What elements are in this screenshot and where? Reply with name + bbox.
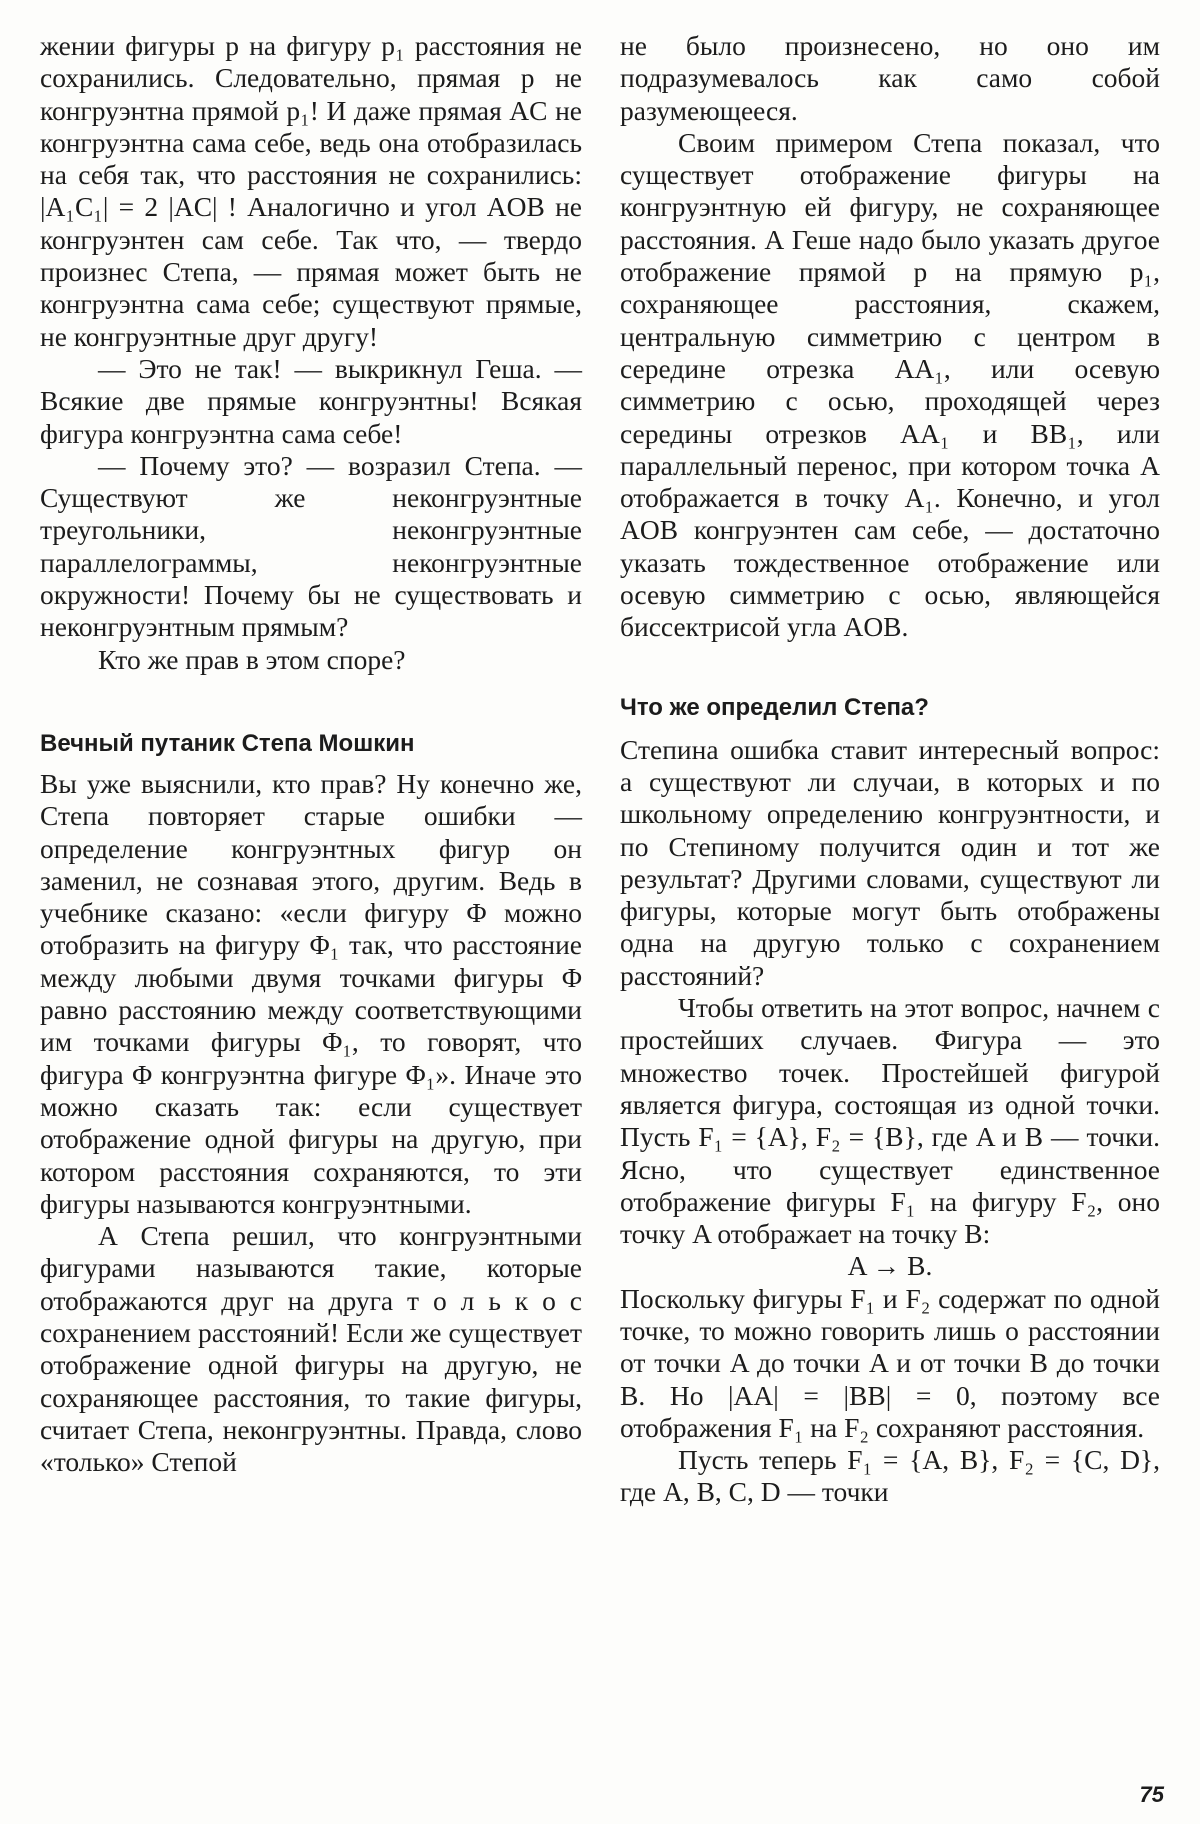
paragraph: Чтобы ответить на этот вопрос, начнем с простейших случаев. Фигура — это множество точек. Простейшей фигурой является фигура, состоящая из одной точки. Пусть F₁ = {A}, F₂ = {B}, где A и B — точки. Ясно, что существует единственное отображение фигуры F₁ на фигуру F₂, оно точку A отображает на точку B: — [620, 992, 1160, 1250]
paragraph: — Почему это? — возразил Степа. — Существуют же неконгруэнтные треугольники, неконгруэнтные параллелограммы, неконгруэнтные окружности! Почему бы не существовать и неконгруэнтным прямым? — [40, 449, 582, 643]
section-heading: Вечный путаник Степа Мошкин — [40, 729, 415, 757]
paragraph: Кто же прав в этом споре? — [98, 643, 406, 675]
formula: A → B. — [847, 1250, 933, 1282]
paragraph: Вы уже выяснили, кто прав? Ну конечно же, Степа повторяет старые ошибки — определение конгруэнтных фигур он заменил, не сознавая этого, другим. Ведь в учебнике сказано: «если фигуру Φ можно отобразить на фигуру Φ₁ так, что расстояние между любыми двумя точками фигуры Φ равно расстоянию между соответствующими им точками фигуры Φ₁, то говорят, что фигура Φ конгруэнтна фигуре Φ₁». Иначе это можно сказать так: если существует отображение одной фигуры на другую, при котором расстояния сохраняются, то эти фигуры называются конгруэнтными. — [40, 767, 582, 1219]
page-number: 75 — [1139, 1782, 1164, 1807]
paragraph: Своим примером Степа показал, что существует отображение фигуры на конгруэнтную ей фигуру, не сохраняющее расстояния. А Геше надо было указать другое отображение прямой p на прямую p₁, сохраняющее расстояния, скажем, центральную симметрию с центром в середине отрезка AA₁, или осевую симметрию с осью, проходящей через середины отрезков AA₁ и BB₁, или параллельный перенос, при котором точка A отображается в точку A₁. Конечно, и угол AOB конгруэнтен сам себе, — достаточно указать тождественное отображение или осевую симметрию с осью, являющейся биссектрисой угла AOB. — [620, 126, 1160, 643]
paragraph: Степина ошибка ставит интересный вопрос: а существуют ли случаи, в которых и по школьному определению конгруэнтности, и по Степиному получится один и тот же результат? Другими словами, существуют ли фигуры, которые могут быть отображены одна на другую только с сохранением расстояний? — [620, 733, 1160, 991]
right-column — [620, 30, 1160, 1509]
paragraph: не было произнесено, но оно им подразумевалось как само собой разумеющееся. — [620, 30, 1160, 126]
paragraph: — Это не так! — выкрикнул Геша. — Всякие две прямые конгруэнтны! Всякая фигура конгруэнтна сама себе! — [40, 352, 582, 449]
paragraph: Поскольку фигуры F₁ и F₂ содержат по одной точке, то можно говорить лишь о расстоянии от точки A до точки A и от точки B до точки B. Но |AA| = |BB| = 0, поэтому все отображения F₁ на F₂ сохраняют расстояния. — [620, 1282, 1160, 1443]
paragraph: жении фигуры p на фигуру p₁ расстояния не сохранились. Следовательно, прямая p не конгруэнтна прямой p₁! И даже прямая AC не конгруэнтна сама себе, ведь она отобразилась на себя так, что расстояния не сохранились: |A₁C₁| = 2 |AC| ! Аналогично и угол AOB не конгруэнтен сам себе. Так что, — твердо произнес Степа, — прямая может быть не конгруэнтна сама себе; существуют прямые, не конгруэнтные друг другу! — [40, 30, 582, 352]
paragraph: Пусть теперь F₁ = {A, B}, F₂ = {C, D}, где A, B, C, D — точки — [620, 1444, 1160, 1508]
section-heading: Что же определил Степа? — [620, 693, 929, 721]
paragraph: А Степа решил, что конгруэнтными фигурами называются такие, которые отображаются друг на друга т о л ь к о с сохранением расстояний! Если же существует отображение одной фигуры на другую, не сохраняющее расстояния, то такие фигуры, считает Степа, неконгруэнтны. Правда, слово «только» Степой — [40, 1220, 582, 1478]
left-column — [40, 30, 582, 1478]
